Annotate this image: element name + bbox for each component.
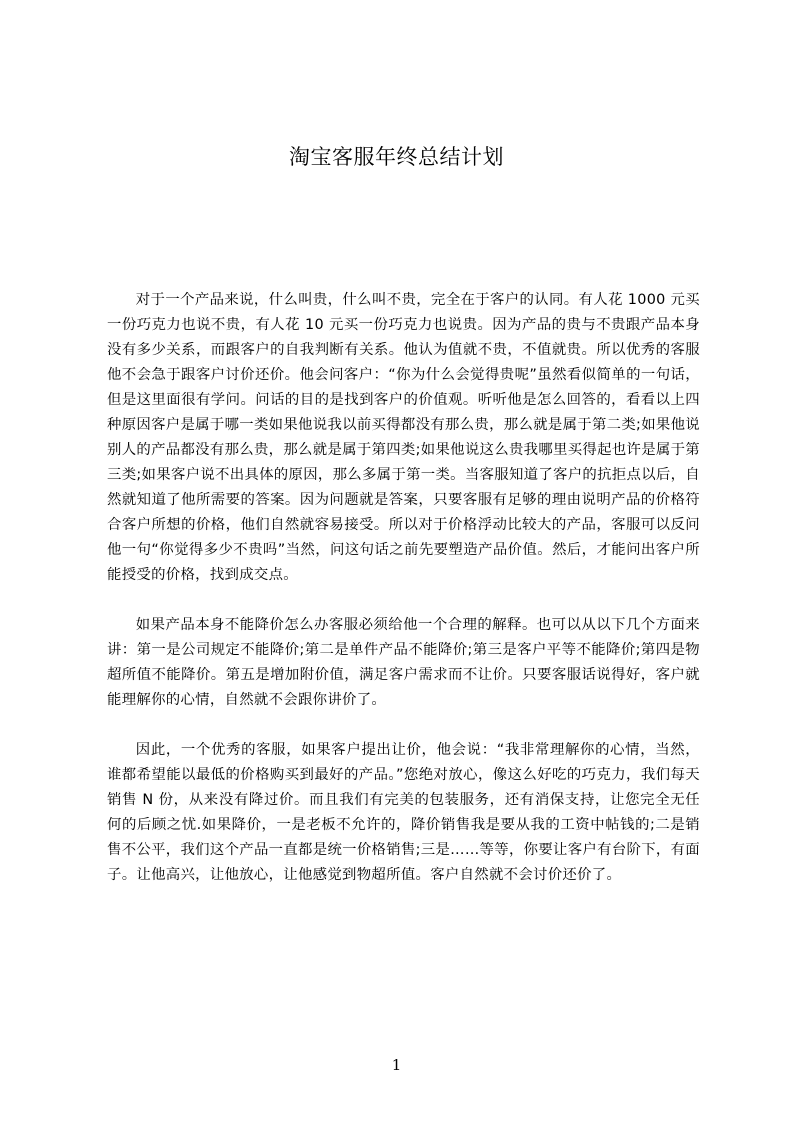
paragraph-3: 因此，一个优秀的客服，如果客户提出让价，他会说：“我非常理解你的心情，当然，谁都希望能以最低的价格购买到最好的产品。”您绝对放心，像这么好吃的巧克力，我们每天销售 N 份，从来没有降过价。而且我们有完美的包装服务，还有消保支持，让您完全无任何的后顾之忧.如果降价，一是老板不允许的，降价销售我是要从我的工资中帖钱的;二是销售不公平，我们这个产品一直都是统一价格销售;三是……等等，你要让客户有台阶下，有面子。让他高兴，让他放心，让他感觉到物超所值。客户自然就不会讨价还价了。 [107, 742, 700, 883]
paragraph-1: 对于一个产品来说，什么叫贵，什么叫不贵，完全在于客户的认同。有人花 1000 元买一份巧克力也说不贵，有人花 10 元买一份巧克力也说贵。因为产品的贵与不贵跟产品本身没有多少关系，而跟客户的自我判断有关系。他认为值就不贵，不值就贵。所以优秀的客服他不会急于跟客户讨价还价。他会问客户：“你为什么会觉得贵呢”虽然看似简单的一句话，但是这里面很有学问。问话的目的是找到客户的价值观。听听他是怎么回答的，看看以上四种原因客户是属于哪一类如果他说我以前买得都没有那么贵，那么就是属于第二类;如果他说别人的产品都没有那么贵，那么就是属于第四类;如果他说这么贵我哪里买得起也许是属于第三类;如果客户说不出具体的原因，那么多属于第一类。当客服知道了客户的抗拒点以后，自然就知道了他所需要的答案。因为问题就是答案，只要客服有足够的理由说明产品的价格符合客户所想的价格，他们自然就容易接受。所以对于价格浮动比较大的产品，客服可以反问他一句“你觉得多少不贵吗”当然，问这句话之前先要塑造产品价值。然后，才能问出客户所能授受的价格，找到成交点。 [107, 292, 700, 583]
document-body [107, 288, 700, 913]
page-number: 1 [391, 1056, 402, 1074]
document-title: 淘宝客服年终总结计划 [289, 145, 504, 169]
paragraph-2: 如果产品本身不能降价怎么办客服必须给他一个合理的解释。也可以从以下几个方面来讲：第一是公司规定不能降价;第二是单件产品不能降价;第三是客户平等不能降价;第四是物超所值不能降价。第五是增加附价值，满足客户需求而不让价。只要客服话说得好，客户就能理解你的心情，自然就不会跟你讲价了。 [107, 617, 700, 708]
